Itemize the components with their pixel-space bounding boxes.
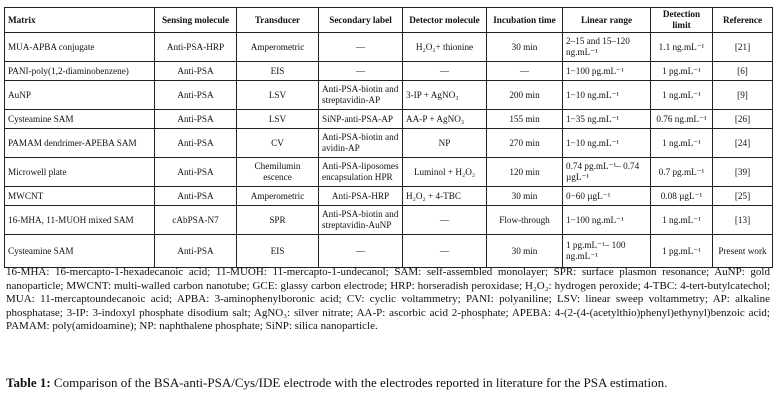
cell-ref: [39] bbox=[713, 158, 773, 187]
cell-ref: [9] bbox=[713, 81, 773, 110]
header-incubation-time: Incubation time bbox=[487, 8, 563, 33]
cell-ref: [13] bbox=[713, 206, 773, 235]
cell-sensing: Anti-PSA-HRP bbox=[155, 33, 237, 62]
cell-time: 270 min bbox=[487, 129, 563, 158]
cell-time: Flow-through bbox=[487, 206, 563, 235]
abbreviations-note: 16-MHA: 16-mercapto-1-hexadecanoic acid; 11-MUOH: 11-mercapto-1-undecanol; SAM: self-assembled monolayer; SPR: surface plasmon resonance; AuNP: gold nanoparticle; MWCNT: multi-walled carbon nanotube; GCE: glassy carbon electrode; HRP: horseradish peroxidase; H₂O₂: hydrogen peroxide; 4-TBC: 4-tert-butylcatechol; MUA: 11-mercaptoundecanoic acid; APBA: 3-aminophenylboronic acid; CV: cyclic voltammetry; PANI: polyaniline; LSV: linear sweep voltammetry; AP: alkaline phosphatase; 3-IP: 3-indoxyl phosphate disodium salt; AgNO₃: silver nitrate; AA-P: ascorbic acid 2-phosphate; APEBA: 4-(2-(4-(acetylthio)phenyl)ethynyl)benzoic acid; PAMAM: poly(amidoamine); NP: naphthalene phosphate; SiNP: silica nanoparticle. bbox=[6, 266, 770, 333]
cell-range: 1 pg.mL⁻¹– 100 ng.mL⁻¹ bbox=[563, 235, 651, 268]
cell-secondary: — bbox=[319, 33, 403, 62]
cell-matrix: Cysteamine SAM bbox=[5, 110, 155, 129]
table-row bbox=[5, 235, 773, 268]
cell-range: 1−100 ng.mL⁻¹ bbox=[563, 206, 651, 235]
cell-transducer: LSV bbox=[237, 110, 319, 129]
table-row bbox=[5, 62, 773, 81]
cell-detector: H₂O₂+ thionine bbox=[403, 33, 487, 62]
header-secondary-label: Secondary label bbox=[319, 8, 403, 33]
table-row bbox=[5, 110, 773, 129]
cell-limit: 1.1 ng.mL⁻¹ bbox=[651, 33, 713, 62]
cell-transducer: Chemilumin escence bbox=[237, 158, 319, 187]
cell-transducer: LSV bbox=[237, 81, 319, 110]
cell-detector: — bbox=[403, 206, 487, 235]
cell-time: 200 min bbox=[487, 81, 563, 110]
cell-ref: [21] bbox=[713, 33, 773, 62]
cell-transducer: EIS bbox=[237, 62, 319, 81]
cell-range: 0−60 µgL⁻¹ bbox=[563, 187, 651, 206]
cell-secondary: Anti-PSA-HRP bbox=[319, 187, 403, 206]
cell-transducer: CV bbox=[237, 129, 319, 158]
cell-matrix: AuNP bbox=[5, 81, 155, 110]
cell-range: 0.74 pg.mL⁻¹– 0.74 µgL⁻¹ bbox=[563, 158, 651, 187]
table-header-row bbox=[5, 8, 773, 33]
cell-detector: Luminol + H₂O₂ bbox=[403, 158, 487, 187]
cell-limit: 1 pg.mL⁻¹ bbox=[651, 62, 713, 81]
cell-secondary: SiNP-anti-PSA-AP bbox=[319, 110, 403, 129]
cell-secondary: Anti-PSA-liposomes encapsulation HPR bbox=[319, 158, 403, 187]
cell-sensing: Anti-PSA bbox=[155, 62, 237, 81]
cell-sensing: Anti-PSA bbox=[155, 129, 237, 158]
cell-secondary: — bbox=[319, 62, 403, 81]
cell-limit: 1 ng.mL⁻¹ bbox=[651, 206, 713, 235]
cell-transducer: Amperometric bbox=[237, 33, 319, 62]
cell-limit: 1 ng.mL⁻¹ bbox=[651, 81, 713, 110]
cell-ref: Present work bbox=[713, 235, 773, 268]
cell-matrix: Microwell plate bbox=[5, 158, 155, 187]
header-transducer: Transducer bbox=[237, 8, 319, 33]
cell-ref: [25] bbox=[713, 187, 773, 206]
cell-detector: AA-P + AgNO₃ bbox=[403, 110, 487, 129]
cell-time: 30 min bbox=[487, 235, 563, 268]
cell-detector: — bbox=[403, 235, 487, 268]
comparison-table bbox=[4, 7, 773, 268]
cell-matrix: PANI-poly(1,2-diaminobenzene) bbox=[5, 62, 155, 81]
cell-matrix: 16-MHA, 11-MUOH mixed SAM bbox=[5, 206, 155, 235]
table-row bbox=[5, 206, 773, 235]
cell-range: 1−10 ng.mL⁻¹ bbox=[563, 81, 651, 110]
cell-secondary: Anti-PSA-biotin and streptavidin-AuNP bbox=[319, 206, 403, 235]
cell-transducer: Amperometric bbox=[237, 187, 319, 206]
cell-time: 120 min bbox=[487, 158, 563, 187]
cell-secondary: Anti-PSA-biotin and streptavidin-AP bbox=[319, 81, 403, 110]
cell-matrix: MUA-APBA conjugate bbox=[5, 33, 155, 62]
cell-transducer: EIS bbox=[237, 235, 319, 268]
cell-time: 155 min bbox=[487, 110, 563, 129]
cell-ref: [6] bbox=[713, 62, 773, 81]
cell-limit: 0.7 pg.mL⁻¹ bbox=[651, 158, 713, 187]
cell-range: 1−100 pg.mL⁻¹ bbox=[563, 62, 651, 81]
cell-matrix: PAMAM dendrimer-APEBA SAM bbox=[5, 129, 155, 158]
cell-sensing: cAbPSA-N7 bbox=[155, 206, 237, 235]
cell-ref: [24] bbox=[713, 129, 773, 158]
header-linear-range: Linear range bbox=[563, 8, 651, 33]
table-row bbox=[5, 33, 773, 62]
table-row bbox=[5, 81, 773, 110]
header-reference: Reference bbox=[713, 8, 773, 33]
cell-detector: H₂O₂ + 4-TBC bbox=[403, 187, 487, 206]
cell-detector: NP bbox=[403, 129, 487, 158]
cell-sensing: Anti-PSA bbox=[155, 110, 237, 129]
table-caption bbox=[6, 375, 770, 391]
cell-sensing: Anti-PSA bbox=[155, 187, 237, 206]
cell-detector: 3-IP + AgNO₃ bbox=[403, 81, 487, 110]
cell-limit: 0.76 ng.mL⁻¹ bbox=[651, 110, 713, 129]
header-matrix: Matrix bbox=[5, 8, 155, 33]
cell-time: 30 min bbox=[487, 33, 563, 62]
cell-transducer: SPR bbox=[237, 206, 319, 235]
cell-secondary: Anti-PSA-biotin and avidin-AP bbox=[319, 129, 403, 158]
cell-range: 1−35 ng.mL⁻¹ bbox=[563, 110, 651, 129]
table-row bbox=[5, 158, 773, 187]
cell-limit: 1 pg.mL⁻¹ bbox=[651, 235, 713, 268]
cell-sensing: Anti-PSA bbox=[155, 81, 237, 110]
caption-text: Comparison of the BSA-anti-PSA/Cys/IDE electrode with the electrodes reported in literature for the PSA estimation. bbox=[53, 375, 668, 390]
table-row bbox=[5, 129, 773, 158]
cell-sensing: Anti-PSA bbox=[155, 158, 237, 187]
cell-limit: 0.08 µgL⁻¹ bbox=[651, 187, 713, 206]
cell-limit: 1 ng.mL⁻¹ bbox=[651, 129, 713, 158]
table-row bbox=[5, 187, 773, 206]
cell-range: 2–15 and 15–120 ng.mL⁻¹ bbox=[563, 33, 651, 62]
cell-sensing: Anti-PSA bbox=[155, 235, 237, 268]
cell-ref: [26] bbox=[713, 110, 773, 129]
cell-matrix: MWCNT bbox=[5, 187, 155, 206]
cell-time: 30 min bbox=[487, 187, 563, 206]
cell-time: — bbox=[487, 62, 563, 81]
cell-secondary: — bbox=[319, 235, 403, 268]
header-detection-limit: Detection limit bbox=[651, 8, 713, 33]
caption-label: Table 1: bbox=[6, 375, 51, 390]
cell-range: 1−10 ng.mL⁻¹ bbox=[563, 129, 651, 158]
header-sensing-molecule: Sensing molecule bbox=[155, 8, 237, 33]
cell-matrix: Cysteamine SAM bbox=[5, 235, 155, 268]
header-detector-molecule: Detector molecule bbox=[403, 8, 487, 33]
cell-detector: — bbox=[403, 62, 487, 81]
